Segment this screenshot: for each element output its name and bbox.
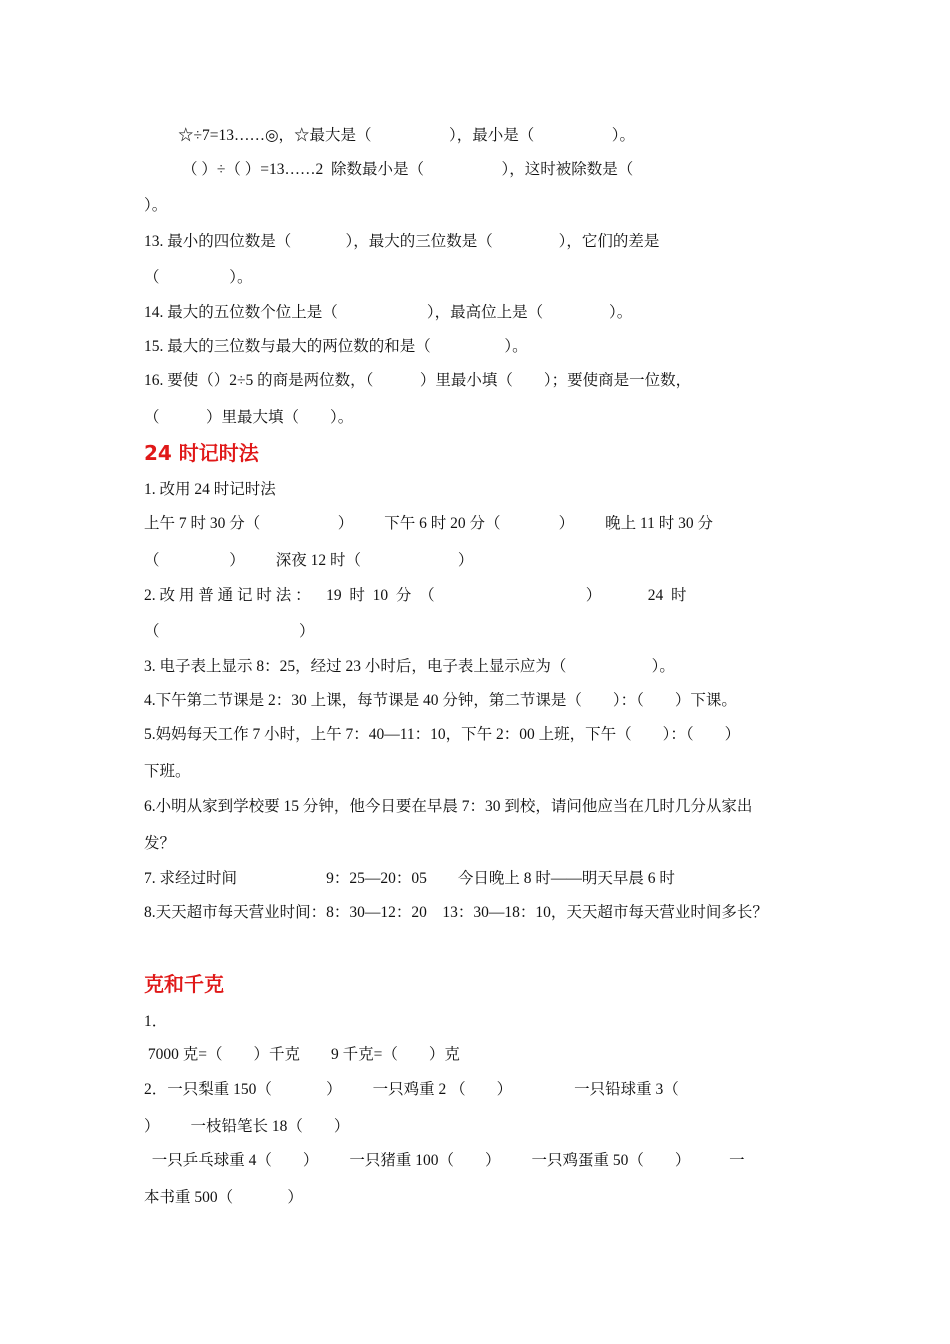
problem-line: ）。 [144, 197, 168, 214]
problem-line: 2．一只梨重 150（ ） 一只鸡重 2 （ ） 一只铅球重 3（ [144, 1081, 679, 1098]
problem-line: 7000 克=（ ）千克 9 千克=（ ）克 [144, 1046, 460, 1063]
problem-line: （ ） 深夜 12 时（ ） [144, 552, 474, 569]
problem-line: 一只乒乓球重 4（ ） 一只猪重 100（ ） 一只鸡蛋重 50（ ） 一 [144, 1152, 745, 1169]
problem-line: （ ）里最大填（ ）。 [144, 409, 354, 426]
problem-line: 5.妈妈每天工作 7 小时，上午 7：40—11：10，下午 2：00 上班，下午（ ）：（ ） [144, 726, 741, 743]
problem-line: ） 一枝铅笔长 18（ ） [144, 1118, 350, 1135]
problem-line: 下班。 [144, 763, 191, 780]
problem-line: 4.下午第二节课是 2：30 上课，每节课是 40 分钟，第二节课是（ ）：（ ）下课。 [144, 692, 737, 709]
problem-line: ☆÷7=13……◎，☆最大是（ ），最小是（ ）。 [178, 127, 636, 144]
problem-line: 7. 求经过时间 9：25—20：05 今日晚上 8 时——明天早晨 6 时 [144, 870, 675, 887]
problem-line: 16. 要使（）2÷5 的商是两位数，（ ）里最小填（ ）；要使商是一位数， [144, 372, 692, 389]
problem-line: （ ）÷（ ）=13……2 除数最小是（ ），这时被除数是（ [182, 161, 634, 178]
problem-line: 8.天天超市每天营业时间：8：30—12：20 13：30—18：10，天天超市每天营业时间多长？ [144, 904, 768, 921]
problem-line: 2. 改 用 普 通 记 时 法 ： 19 时 10 分 （ ） 24 时 [144, 587, 687, 604]
problem-line: 发？ [144, 835, 176, 852]
problem-line: （ ）。 [144, 269, 253, 286]
problem-line: 14. 最大的五位数个位上是（ ），最高位上是（ ）。 [144, 304, 633, 321]
section-heading-24h: 24 时记时法 [144, 441, 259, 465]
problem-line: 13. 最小的四位数是（ ），最大的三位数是（ ），它们的差是 [144, 233, 660, 250]
problem-line: 本书重 500（ ） [144, 1189, 303, 1206]
problem-line: 15. 最大的三位数与最大的两位数的和是（ ）。 [144, 338, 528, 355]
problem-line: 3. 电子表上显示 8：25，经过 23 小时后，电子表上显示应为（ ）。 [144, 658, 675, 675]
problem-line: （ ） [144, 623, 315, 640]
section-heading-weight: 克和千克 [144, 972, 224, 996]
problem-line: 1. 改用 24 时记时法 [144, 481, 276, 498]
problem-line: 6.小明从家到学校要 15 分钟，他今日要在早晨 7：30 到校，请问他应当在几时几分从家出 [144, 798, 753, 815]
problem-line: 上午 7 时 30 分（ ） 下午 6 时 20 分（ ） 晚上 11 时 30 分 [144, 515, 714, 532]
problem-line: 1． [144, 1013, 168, 1030]
